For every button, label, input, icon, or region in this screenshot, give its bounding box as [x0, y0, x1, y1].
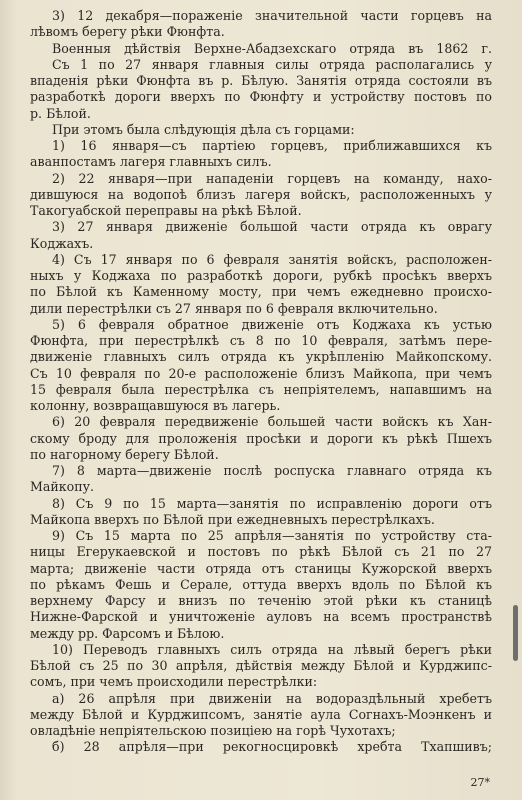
- text-line: 3) 27 января движеніе большой части отряда къ оврагу: [52, 219, 492, 235]
- text-line: впаденія рѣки Фюнфта въ р. Бѣлую. Занятія отряда состояли въ: [30, 73, 492, 88]
- text-line: Съ 10 февраля по 20-е расположеніе близъ Майкопа, при чемъ: [30, 365, 492, 381]
- text-line: Коджахъ.: [30, 235, 94, 251]
- text-line: 15 февраля была перестрѣлка съ непріятелемъ, напавшимъ на: [30, 381, 492, 397]
- text-line: движеніе главныхъ силъ отряда къ укрѣпленію Майкопскому.: [30, 349, 492, 365]
- text-line: р. Бѣлой.: [30, 105, 91, 121]
- text-line: б) 28 апрѣля—при рекогносцировкѣ хребта Тхапшивъ;: [52, 739, 492, 755]
- text-line: между рр. Фарсомъ и Бѣлою.: [30, 625, 225, 641]
- text-line: 1) 16 января—съ партіею горцевъ, приближавшихся къ: [52, 138, 492, 153]
- text-line: Нижне-Фарской и уничтоженіе ауловъ на всемъ пространствѣ: [30, 609, 492, 625]
- text-line: Съ 1 по 27 января главныя силы отряда располагались у: [52, 56, 492, 72]
- text-line: 2) 22 января—при нападеніи горцевъ на команду, нахо-: [52, 170, 492, 186]
- text-line: марта; движеніе части отряда отъ станицы Кужорской вверхъ: [30, 560, 492, 576]
- text-line: Майкопа вверхъ по Бѣлой при ежедневныхъ перестрѣлкахъ.: [30, 511, 435, 527]
- text-line: 7) 8 марта—движеніе послѣ роспуска главнаго отряда къ: [52, 463, 492, 478]
- text-line: ныхъ у Коджаха по разработкѣ дороги, рубкѣ просѣкъ вверхъ: [30, 268, 492, 283]
- text-line: Майкопу.: [30, 479, 95, 495]
- text-line: Бѣлой съ 25 по 30 апрѣля, дѣйствія между Бѣлой и Курджипс-: [30, 658, 492, 673]
- scrollbar-thumb[interactable]: [513, 605, 518, 661]
- text-line: скому броду для проложенія просѣки и дороги къ рѣкѣ Пшехъ: [30, 430, 492, 446]
- text-line: 6) 20 февраля передвиженіе большей части войскъ къ Хан-: [52, 414, 492, 430]
- text-line: 5) 6 февраля обратное движеніе отъ Коджаха къ устью: [52, 316, 492, 332]
- text-line: Фюнфта, при перестрѣлкѣ съ 8 по 10 февраля, затѣмъ пере-: [30, 333, 492, 348]
- text-line: колонну, возвращавшуюся въ лагерь.: [30, 398, 281, 413]
- text-line: овладѣніе непріятельскою позиціею на горѣ Чухотахъ;: [30, 723, 396, 738]
- text-line: верхнему Фарсу и внизъ по теченію этой рѣки къ станицѣ: [30, 593, 492, 608]
- text-line: 8) Съ 9 по 15 марта—занятія по исправленію дороги отъ: [52, 495, 492, 511]
- text-line: по рѣкамъ Фешь и Серале, оттуда вверхъ вдоль по Бѣлой къ: [30, 576, 492, 592]
- text-line: по Бѣлой къ Каменному мосту, при чемъ ежедневно происхо-: [30, 284, 492, 300]
- scrollbar[interactable]: [512, 0, 518, 800]
- text-line: При этомъ была слѣдующія дѣла съ горцами:: [52, 121, 355, 137]
- text-line: Военныя дѣйствія Верхне-Абадзехскаго отряда въ 1862 г.: [52, 40, 492, 56]
- text-line: 3) 12 декабря—пораженіе значительной части горцевъ на: [52, 8, 492, 23]
- text-line: 4) Съ 17 января по 6 февраля занятія войскъ, расположен-: [52, 251, 492, 267]
- page-number: 27*: [470, 776, 490, 789]
- text-line: лѣвомъ берегу рѣки Фюнфта.: [30, 24, 225, 40]
- text-line: разработкѣ дороги вверхъ по Фюнфту и устройству постовъ по: [30, 89, 492, 105]
- text-line: между Бѣлой и Курджипсомъ, занятіе аула Согнахъ-Моэнкенъ и: [30, 706, 492, 722]
- document-body-text: [30, 8, 492, 756]
- text-line: 9) Съ 15 марта по 25 апрѣля—занятія по устройству ста-: [52, 528, 492, 543]
- text-line: по нагорному берегу Бѣлой.: [30, 446, 219, 462]
- text-line: ницы Егерукаевской и постовъ по рѣкѣ Бѣлой съ 21 по 27: [30, 544, 492, 560]
- text-line: дили перестрѣлки съ 27 января по 6 февраля включительно.: [30, 300, 438, 316]
- text-line: 10) Переводъ главныхъ силъ отряда на лѣвый берегъ рѣки: [52, 641, 492, 657]
- text-line: дившуюся на водопоѣ близъ лагеря войскъ, расположенныхъ у: [30, 186, 492, 202]
- text-line: Такогуабской переправы на рѣкѣ Бѣлой.: [30, 203, 302, 218]
- text-line: сомъ, при чемъ происходили перестрѣлки:: [30, 674, 318, 690]
- text-line: аванпостамъ лагеря главныхъ силъ.: [30, 154, 272, 170]
- text-line: а) 26 апрѣля при движеніи на водораздѣльный хребетъ: [52, 690, 492, 706]
